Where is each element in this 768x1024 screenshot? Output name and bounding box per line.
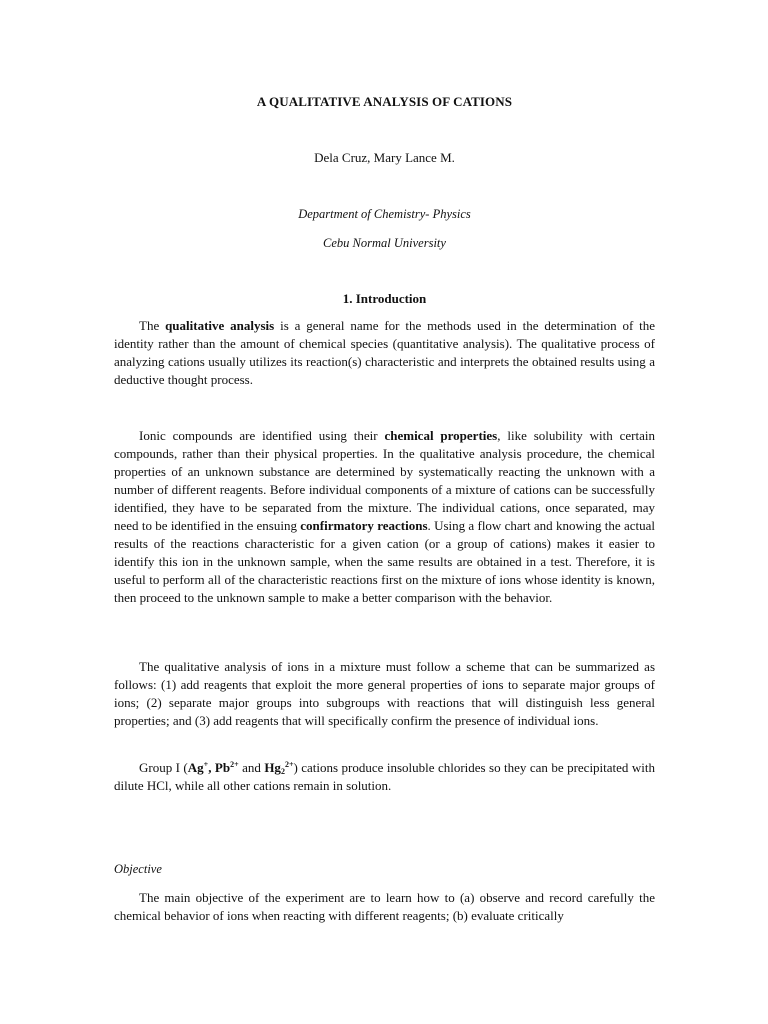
paragraph-2: Ionic compounds are identified using their chemical properties, like solubility with certain compounds, rather than their physical properties. In the qualitative analysis procedure, the chemical properties of an unknown substance are determined by systematically reacting the unknown with a number of different reagents. Before individual components of a mixture of cations can be successfully identified, they have to be separated from the mixture. The individual cations, once separated, may need to be identified in the ensuing confirmatory reactions. Using a flow chart and knowing the actual results of the reactions characteristic for a given cation (or a group of cations) makes it easier to identify this ion in the unknown sample, when the same results are obtained in a test. Therefore, it is useful to perform all of the characteristic reactions first on the mixture of ions whose identity is known, then proceed to the unknown sample to make a better comparison with the behavior.	[114, 428, 655, 605]
ion-silver: Ag+,	[187, 760, 215, 775]
paper-title: A QUALITATIVE ANALYSIS OF CATIONS	[256, 94, 513, 109]
ion-lead: $Pb^{2+}$	[214, 760, 239, 775]
author-name: Dela Cruz, Mary Lance M.	[314, 150, 455, 165]
objective-heading: Objective	[114, 862, 162, 876]
paragraph-3: The qualitative analysis of ions in a mixture must follow a scheme that can be summarized as follows: (1) add reagents that exploit the more general properties of ions to separate major groups of ions; (2) separate major groups into subgroups with reactions that will distinguish less general properties; and (3) add reagents that will specifically confirm the presence of individual ions.	[114, 659, 655, 728]
ion-mercury: $Hg_2^{2+}$	[264, 760, 294, 776]
university: Cebu Normal University	[323, 236, 446, 250]
term-confirmatory-reactions: confirmatory reactions	[300, 518, 428, 533]
paragraph-4: Group I (Ag+, $Pb^{2+}$ and $Hg_2^{2+}$) cations produce insoluble chlorides so they can be precipitated with dilute HCl, while all other cations remain in solution.	[114, 760, 655, 793]
paragraph-1: The qualitative analysis is a general name for the methods used in the determination of the identity rather than the amount of chemical species (quantitative analysis). The qualitative process of analyzing cations usually utilizes its reaction(s) characteristic and interprets the obtained results using a deductive thought process.	[114, 318, 656, 387]
paragraph-5: The main objective of the experiment are to learn how to (a) observe and record carefully the chemical behavior of ions when reacting with different reagents; (b) evaluate critically	[114, 890, 655, 923]
term-chemical-properties: chemical properties	[384, 428, 498, 443]
department: Department of Chemistry- Physics	[298, 207, 471, 221]
section-heading-introduction: 1. Introduction	[342, 291, 427, 306]
term-qualitative-analysis: qualitative analysis	[165, 318, 275, 333]
